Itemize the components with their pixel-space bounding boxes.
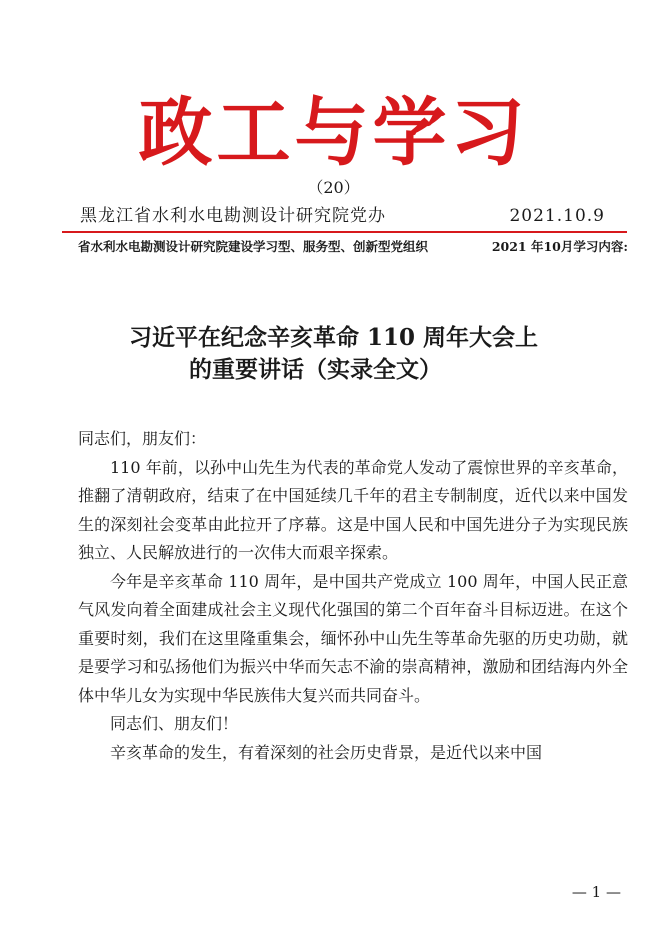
paragraph-3: 同志们、朋友们！ [110,714,239,733]
page-number: — 1 — [571,883,621,901]
department-name: 黑龙江省水利水电勘测设计研究院党办 [80,206,386,226]
issue-date: 2021.10.9 [509,206,605,226]
article-title [0,322,667,386]
issue-number: （20） [307,178,360,197]
article-title-line1: 习近平在纪念辛亥革命 110 周年大会上 [128,324,539,351]
month-label: 2021 年10月学习内容: [491,239,628,254]
masthead-title: 政工与学习 [138,90,529,176]
salutation: 同志们，朋友们： [78,429,207,448]
paragraph-2: 今年是辛亥革命 110 周年，是中国共产党成立 100 周年，中国人民正意气风发向着全面建成社会主义现代化强国的第二个百年奋斗目标迈进。在这个重要时刻，我们在这里隆重集会，缅怀孙中山先生等革命先驱的历史功勋，就是要学习和弘扬他们为振兴中华而矢志不渝的崇高精神，激励和团结海内外全体中华儿女为实现中华民族伟大复兴而共同奋斗。 [78,571,628,705]
org-slogan: 省水利水电勘测设计研究院建设学习型、服务型、创新型党组织 [78,239,429,254]
article-title-line2: 的重要讲话（实录全文） [189,356,442,383]
article-body [78,425,628,767]
paragraph-4: 辛亥革命的发生，有着深刻的社会历史背景，是近代以来中国 [110,742,543,762]
header-divider [62,231,627,233]
paragraph-1: 110 年前，以孙中山先生为代表的革命党人发动了震惊世界的辛亥革命，推翻了清朝政府，结束了在中国延续几千年的君主专制制度，近代以来中国发生的深刻社会变革由此拉开了序幕。这是中国人民和中国先进分子为实现民族独立、人民解放进行的一次伟大而艰辛探索。 [78,457,628,562]
